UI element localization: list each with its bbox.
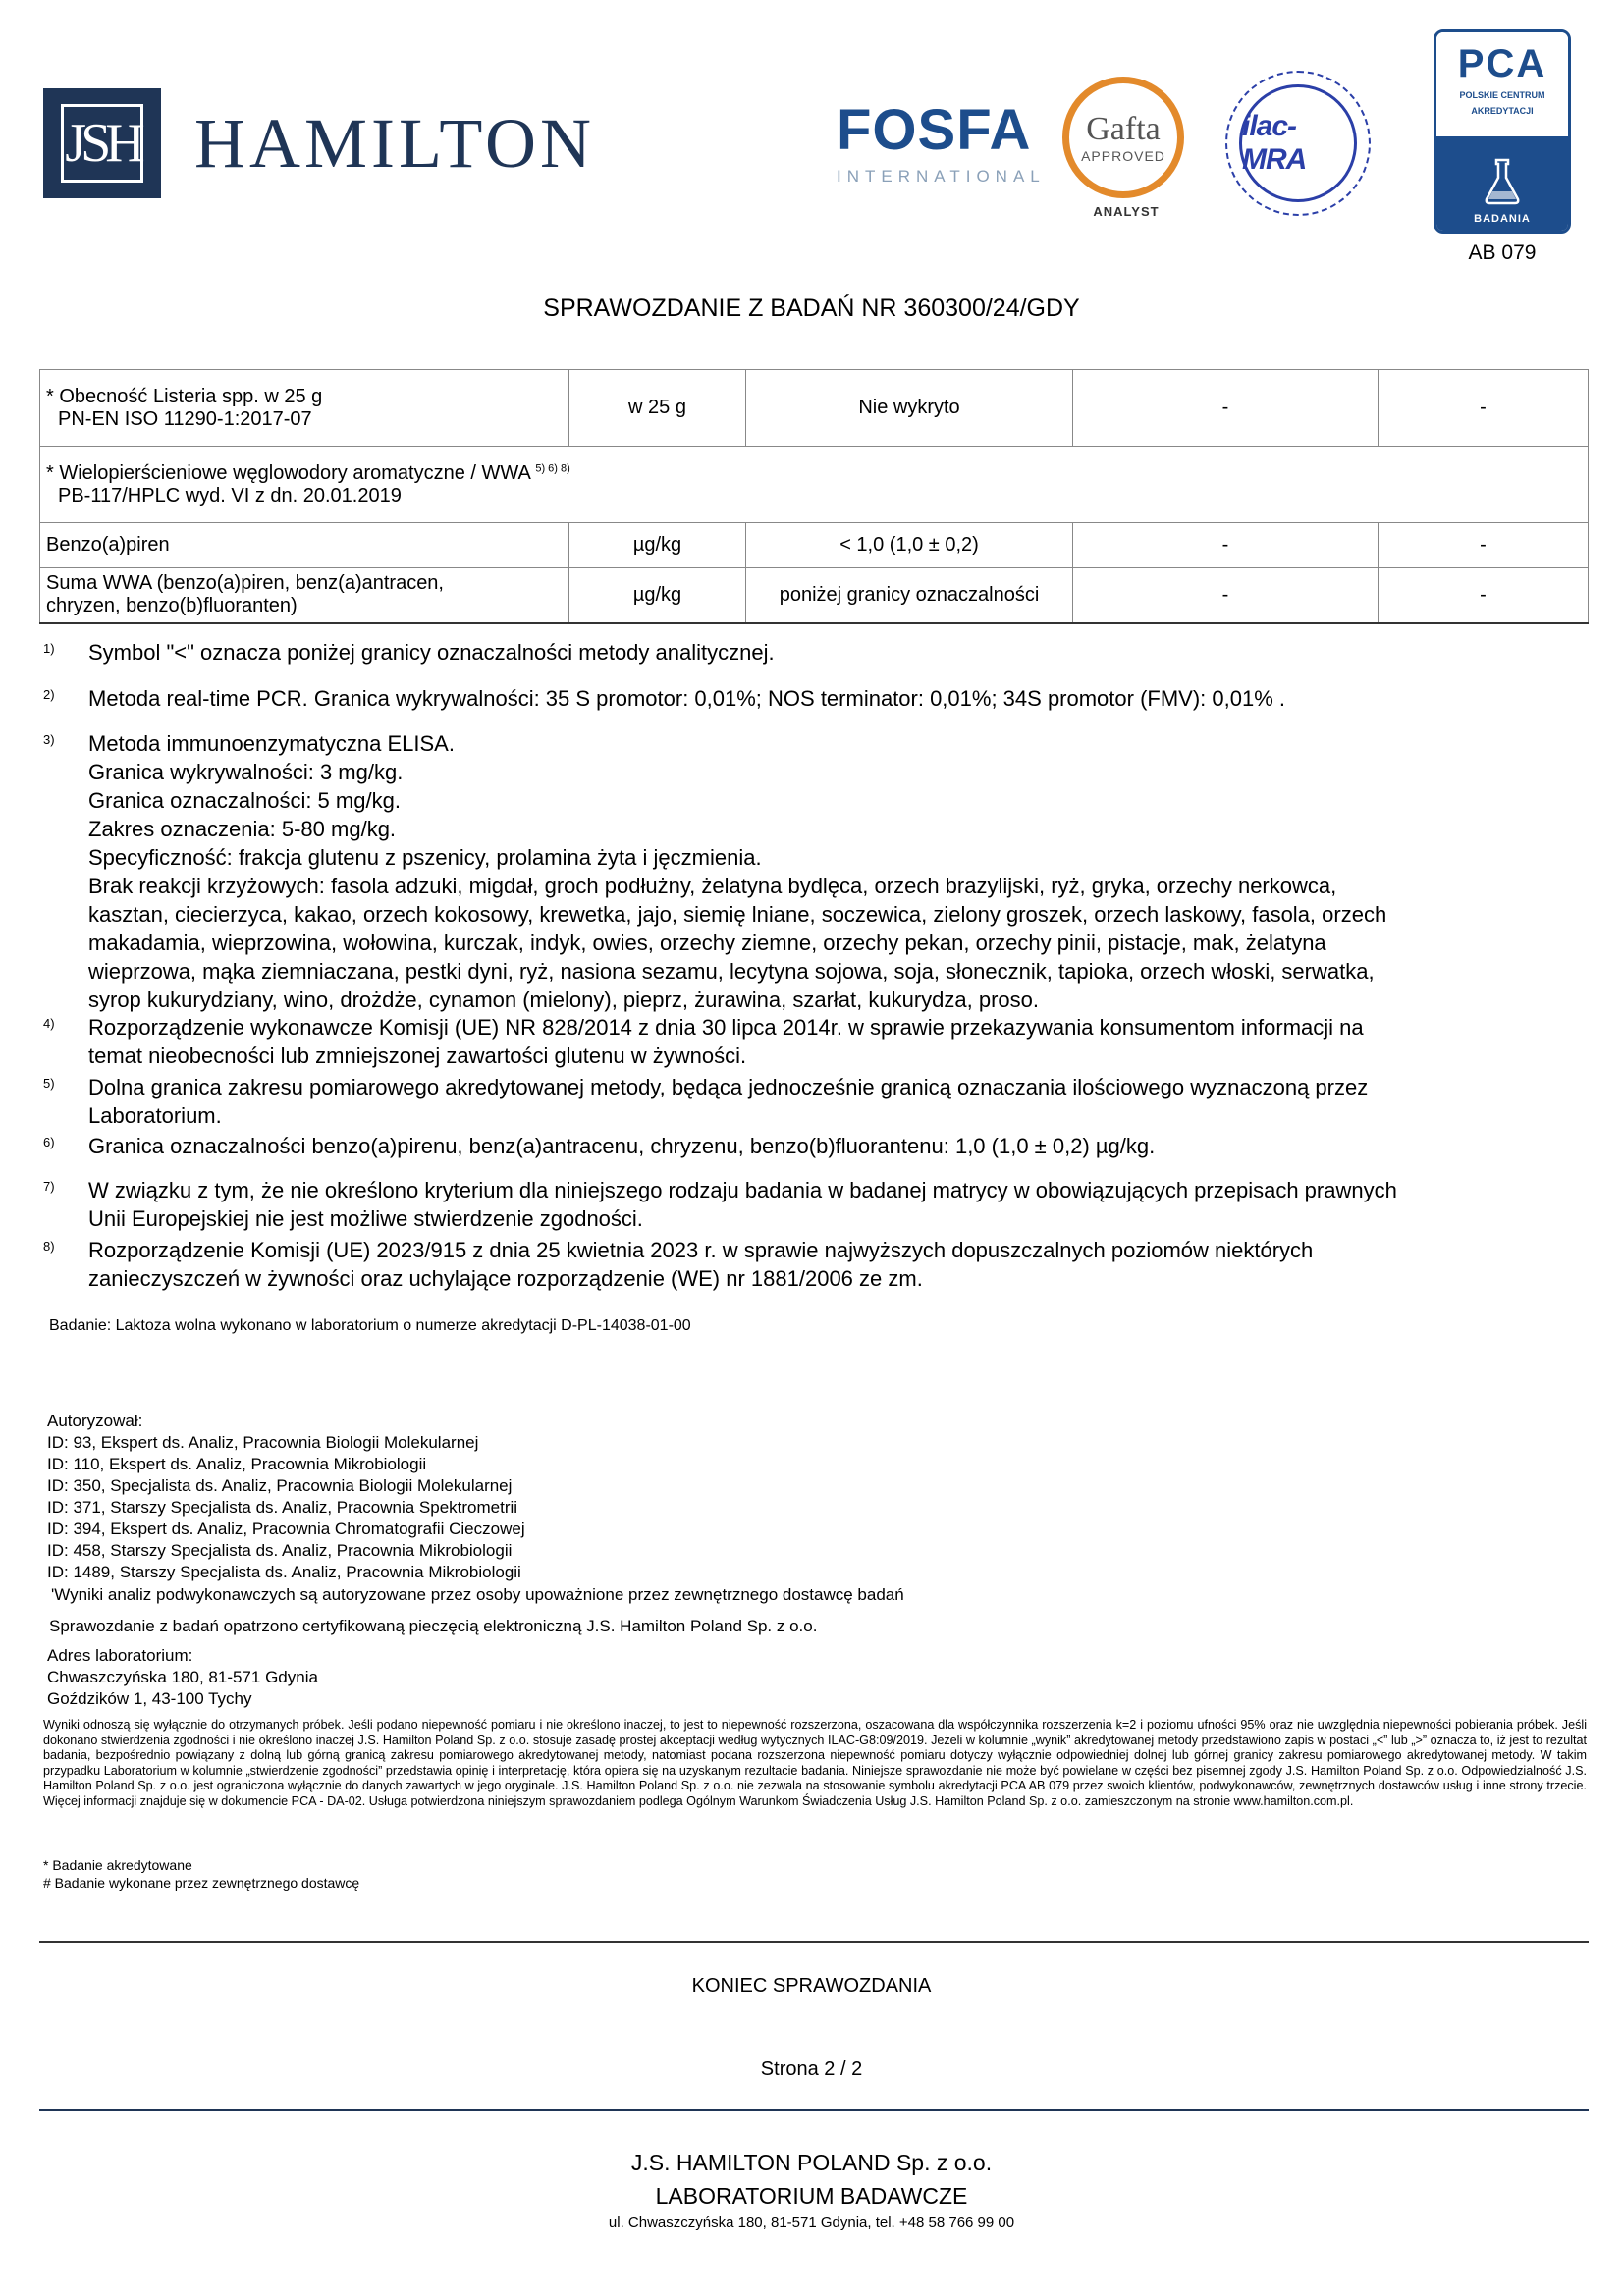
footer-company: J.S. HAMILTON POLAND Sp. z o.o. [630, 2150, 993, 2175]
table-row [40, 523, 1589, 568]
laktoza-note: Badanie: Laktoza wolna wykonano w laboratorium o numerze akredytacji D-PL-14038-01-00 [49, 1317, 691, 1334]
pca-wordmark: PCA [1457, 42, 1547, 85]
footnote-text: Symbol "<" oznacza poniżej granicy oznaczalności metody analitycznej. [88, 640, 775, 665]
footnote-number: 8) [43, 1239, 55, 1254]
jsh-monogram-icon [43, 88, 161, 198]
list-item: ID: 1489, Starszy Specjalista ds. Analiz, Pracownia Mikrobiologii [47, 1563, 521, 1581]
accreditation-number: AB 079 [1468, 241, 1537, 264]
col5-cell: - [1379, 523, 1589, 568]
table-row [40, 568, 1589, 623]
gafta-wordmark: Gafta [1086, 111, 1161, 147]
group-method: PB-117/HPLC wyd. VI z dn. 20.01.2019 [58, 484, 402, 507]
footnote-number: 1) [43, 641, 55, 656]
table-row [40, 370, 1589, 447]
footnote-5 [43, 1073, 1585, 1130]
fosfa-wordmark: FOSFA [837, 98, 1032, 162]
legend-accredited: * Badanie akredytowane [43, 1857, 192, 1873]
footnote-1 [43, 638, 1585, 667]
test-name-cell [40, 370, 569, 447]
footer-lab: LABORATORIUM BADAWCZE [655, 2183, 968, 2209]
footnote-number: 3) [43, 732, 55, 747]
table-row [40, 447, 1589, 523]
pca-subtitle-2: AKREDYTACJI [1471, 105, 1534, 116]
col5-cell: - [1379, 568, 1589, 623]
group-footnote-refs: 5) 6) 8) [535, 461, 570, 474]
footnote-line: temat nieobecności lub zmniejszonej zawartości glutenu w żywności. [88, 1043, 747, 1068]
result-cell: Nie wykryto [746, 370, 1073, 447]
legend [43, 1856, 359, 1892]
list-item: ID: 458, Starszy Specjalista ds. Analiz, Pracownia Mikrobiologii [47, 1541, 513, 1560]
footnote-line: Zakres oznaczenia: 5-80 mg/kg. [88, 817, 397, 841]
authorization-block [47, 1411, 525, 1583]
footer-divider [39, 2109, 1589, 2111]
footnote-line: Brak reakcji krzyżowych: fasola adzuki, migdał, groch podłużny, żelatyna bydlęca, orzech brazylijski, ryż, gryka, orzechy nerkowca, [88, 874, 1337, 898]
col5-cell: - [1379, 370, 1589, 447]
footnote-line: Granica oznaczalności: 5 mg/kg. [88, 788, 401, 813]
pca-badania: BADANIA [1474, 213, 1531, 225]
ilac-ring-icon [1239, 84, 1357, 202]
jsh-monogram-text: JSH [61, 104, 143, 183]
footnote-text: Metoda real-time PCR. Granica wykrywalności: 35 S promotor: 0,01%; NOS terminator: 0,01%; 34S promotor (FMV): 0,01% . [88, 686, 1286, 711]
test-name: Benzo(a)piren [40, 523, 569, 568]
footnote-line: Dolna granica zakresu pomiarowego akredytowanej metody, będąca jednocześnie granicą oznaczania ilościowego wyznaczoną przez [88, 1075, 1369, 1099]
list-item: ID: 371, Starszy Specjalista ds. Analiz, Pracownia Spektrometrii [47, 1498, 518, 1517]
test-name-cell [40, 568, 569, 623]
legend-external: # Badanie wykonane przez zewnętrznego dostawcę [43, 1875, 360, 1891]
list-item: ID: 110, Ekspert ds. Analiz, Pracownia Mikrobiologii [47, 1455, 427, 1473]
gafta-approved: APPROVED [1081, 148, 1165, 164]
result-cell: poniżej granicy oznaczalności [746, 568, 1073, 623]
footnote-4 [43, 1013, 1585, 1070]
subcontract-note: 'Wyniki analiz podwykonawczych są autoryzowane przez osoby upoważnione przez zewnętrznego dostawcę badań [51, 1585, 904, 1604]
results-table [39, 369, 1589, 624]
footnote-text: Granica oznaczalności benzo(a)pirenu, benz(a)antracenu, chryzenu, benzo(b)fluorantenu: 1,0 (1,0 ± 0,2) µg/kg. [88, 1134, 1156, 1158]
footnote-line: makadamia, wieprzowina, wołowina, kurczak, indyk, owies, orzechy ziemne, orzechy pekan, orzechy pinii, pistacje, mak, żelatyna [88, 931, 1326, 955]
pca-subtitle-1: POLSKIE CENTRUM [1459, 90, 1545, 100]
footnote-number: 5) [43, 1076, 55, 1091]
address-line: Goździków 1, 43-100 Tychy [47, 1689, 252, 1708]
col4-cell: - [1073, 568, 1379, 623]
result-cell: < 1,0 (1,0 ± 0,2) [746, 523, 1073, 568]
footnote-line: Rozporządzenie wykonawcze Komisji (UE) NR 828/2014 z dnia 30 lipca 2014r. w sprawie przekazywania konsumentom informacji na [88, 1015, 1364, 1040]
fosfa-logo [837, 98, 1046, 187]
footnote-6 [43, 1132, 1585, 1160]
footnote-line: syrop kukurydziany, wino, drożdże, cynamon (mielony), pieprz, żurawina, szarłat, kukurydza, proso. [88, 988, 1039, 1012]
gafta-badge-icon [1062, 77, 1184, 198]
footer-address: ul. Chwaszczyńska 180, 81-571 Gdynia, tel. +48 58 766 99 00 [608, 2215, 1015, 2231]
footnote-line: Granica wykrywalności: 3 mg/kg. [88, 760, 404, 784]
flask-icon [1483, 158, 1522, 205]
ilac-wordmark: ilac-MRA [1242, 110, 1307, 176]
address-heading: Adres laboratorium: [47, 1646, 193, 1665]
unit-cell: µg/kg [569, 523, 746, 568]
footnote-line: Specyficzność: frakcja glutenu z pszenicy, prolamina żyta i jęczmienia. [88, 845, 762, 870]
footnote-line: Laboratorium. [88, 1103, 222, 1128]
group-name: * Wielopierścieniowe węglowodory aromatyczne / WWA [46, 461, 530, 484]
test-name-line1: Suma WWA (benzo(a)piren, benz(a)antracen, [46, 572, 444, 595]
footnote-line: zanieczyszczeń w żywności oraz uchylające rozporządzenie (WE) nr 1881/2006 ze zm. [88, 1266, 923, 1291]
divider [39, 1941, 1589, 1943]
footnote-number: 7) [43, 1179, 55, 1194]
authorization-heading: Autoryzował: [47, 1412, 143, 1430]
footnote-line: kasztan, ciecierzyca, kakao, orzech kokosowy, krewetka, jajo, siemię lniane, soczewica, zielony groszek, orzech laskowy, fasola, orzech [88, 902, 1387, 927]
footnote-number: 4) [43, 1016, 55, 1031]
test-name: * Obecność Listeria spp. w 25 g [46, 385, 323, 407]
footnote-line: Rozporządzenie Komisji (UE) 2023/915 z dnia 25 kwietnia 2023 r. w sprawie najwyższych dopuszczalnych poziomów niektórych [88, 1238, 1314, 1262]
address-line: Chwaszczyńska 180, 81-571 Gdynia [47, 1668, 318, 1686]
ilac-mra-logo [1225, 71, 1371, 216]
hamilton-logo [43, 88, 595, 198]
footnote-number: 6) [43, 1135, 55, 1149]
gafta-logo [1062, 77, 1190, 224]
list-item: ID: 350, Specjalista ds. Analiz, Pracownia Biologii Molekularnej [47, 1476, 513, 1495]
report-title: SPRAWOZDANIE Z BADAŃ NR 360300/24/GDY [543, 294, 1080, 322]
list-item: ID: 394, Ekspert ds. Analiz, Pracownia Chromatografii Cieczowej [47, 1520, 525, 1538]
seal-note: Sprawozdanie z badań opatrzono certyfikowaną pieczęcią elektroniczną J.S. Hamilton Poland Sp. z o.o. [49, 1617, 818, 1635]
unit-cell: w 25 g [569, 370, 746, 447]
gafta-analyst: ANALYST [1093, 204, 1160, 219]
footnote-7 [43, 1176, 1585, 1233]
fosfa-subtitle: INTERNATIONAL [837, 167, 1046, 186]
footnote-line: wieprzowa, mąka ziemniaczana, pestki dyni, ryż, nasiona sezamu, lecytyna sojowa, soja, słonecznik, tapioka, orzech włoski, serwatka, [88, 959, 1375, 984]
footnote-3 [43, 729, 1585, 1014]
disclaimer-text: Wyniki odnoszą się wyłącznie do otrzymanych próbek. Jeśli podano niepewność pomiaru i nie określono inaczej, to jest to niepewność rozszerzona, oszacowana dla współczynnika rozszerzenia k=2 i poziomu ufności 95% oraz nie uwzględnia niepewności pobierania próbek. Jeśli dokonano stwierdzenia zgodności i nie określono inaczej J.S. Hamilton Poland Sp. z o.o. stosuje zasadę prostej akceptacji według wytycznych ILAC-G8:09/2019. Jeżeli w kolumnie „wynik” akredytowanej metody przedstawiono zapis w postaci „<” lub „>” oznacza to, iż jest to rezultat badania, bezpośrednio powiązany z dolną lub górną granicą zakresu pomiarowego akredytowanej metody, natomiast podana rozszerzona niepewność pomiaru dotyczy wyłącznie odpowiedniej dolnej lub górnej granicy zakresu pomiarowego akredytowanej metody. W takim przypadku Laboratorium w kolumnie „stwierdzenie zgodności” przedstawia opinię i interpretację, która opiera się na uzyskanym rezultacie badania. Niniejsze sprawozdanie nie może być powielane w części bez pisemnej zgody J.S. Hamilton Poland Sp. z o.o. Odpowiedzialność J.S. Hamilton Poland Sp. z o.o. jest ograniczona wyłącznie do danych zawartych w jego oryginale. J.S. Hamilton Poland Sp. z o.o. nie zezwala na stosowanie symbolu akredytacji PCA AB 079 przez swoich klientów, podwykonawców, zewnętrznych dostawców usług i inne strony trzecie. Więcej informacji znajduje się w dokumencie PCA - DA-02. Usługa potwierdzona niniejszym sprawozdaniem podlega Ogólnym Warunkom Świadczenia Usług J.S. Hamilton Poland Sp. z o.o. zamieszczonym na stronie www.hamilton.com.pl. [43, 1718, 1587, 1808]
pca-logo [1434, 29, 1571, 234]
footnote-number: 2) [43, 687, 55, 702]
test-method: PN-EN ISO 11290-1:2017-07 [58, 407, 312, 430]
hamilton-wordmark: HAMILTON [194, 103, 596, 183]
footnote-8 [43, 1236, 1585, 1293]
address-block [47, 1645, 318, 1710]
page-number: Strona 2 / 2 [760, 2058, 863, 2080]
footnote-line: W związku z tym, że nie określono kryterium dla niniejszego rodzaju badania w badanej matrycy w obowiązujących przepisach prawnych [88, 1178, 1397, 1202]
group-header-cell [40, 447, 1589, 523]
footnote-line: Metoda immunoenzymatyczna ELISA. [88, 731, 455, 756]
footnote-2 [43, 684, 1585, 713]
list-item: ID: 93, Ekspert ds. Analiz, Pracownia Biologii Molekularnej [47, 1433, 479, 1452]
col4-cell: - [1073, 523, 1379, 568]
col4-cell: - [1073, 370, 1379, 447]
test-name-line2: chryzen, benzo(b)fluoranten) [46, 595, 298, 617]
end-of-report: KONIEC SPRAWOZDANIA [691, 1975, 932, 1997]
footnote-line: Unii Europejskiej nie jest możliwe stwierdzenie zgodności. [88, 1206, 643, 1231]
unit-cell: µg/kg [569, 568, 746, 623]
